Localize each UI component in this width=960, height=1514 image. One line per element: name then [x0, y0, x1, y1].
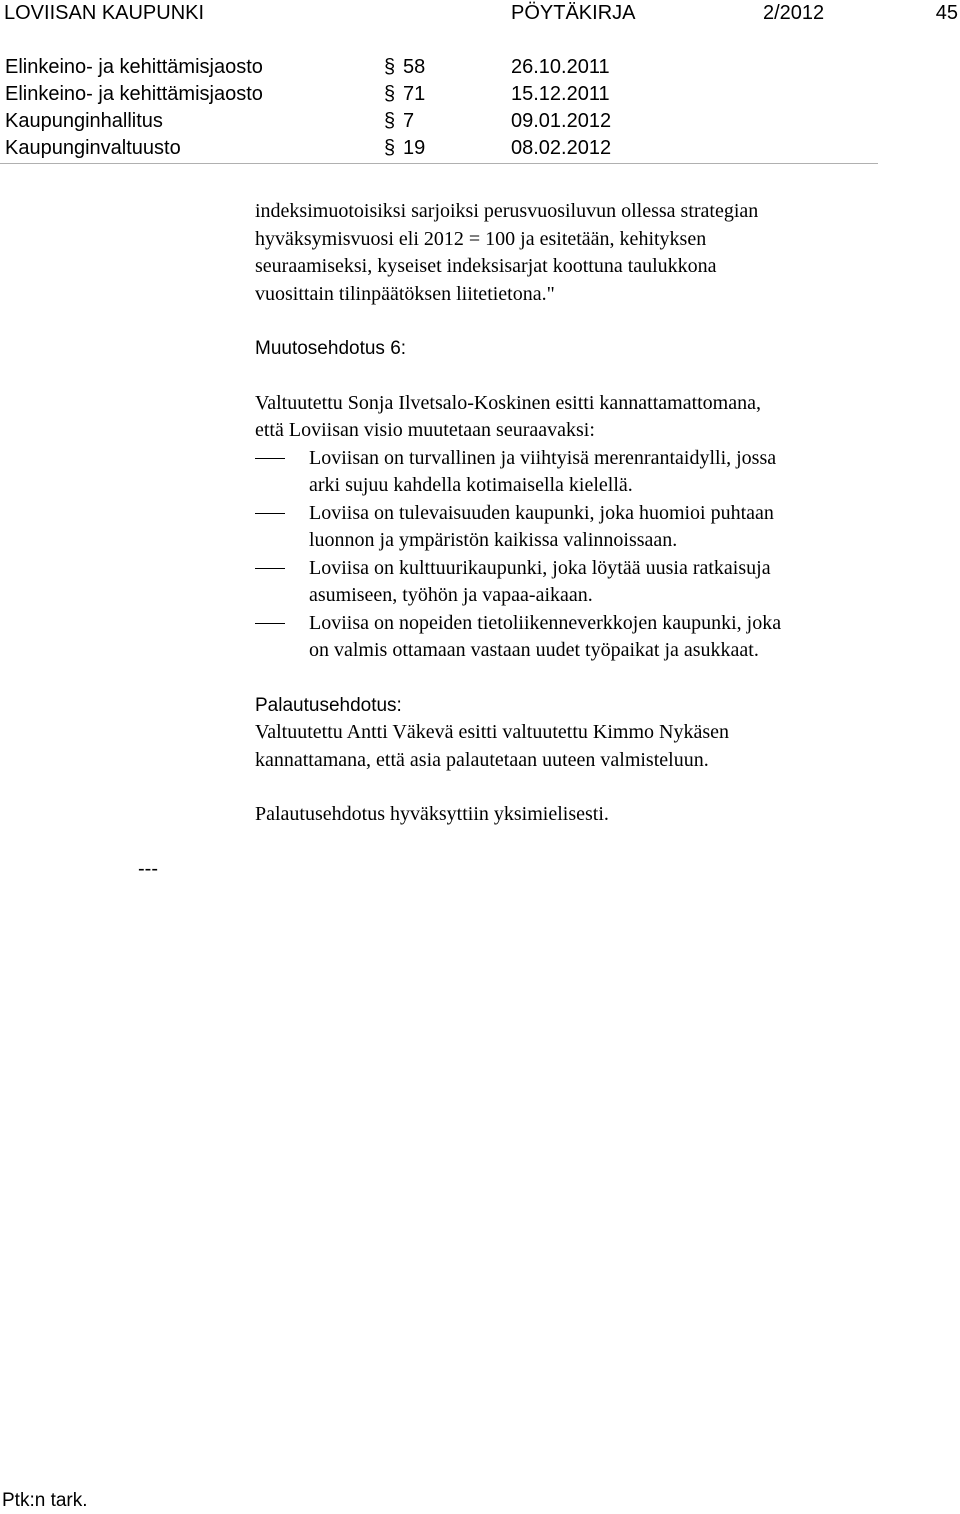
dash-bullet	[255, 513, 285, 514]
meeting-date: 26.10.2011	[511, 56, 610, 78]
dash-bullet	[255, 568, 285, 569]
meeting-date: 15.12.2011	[511, 83, 610, 105]
meeting-reference-row	[0, 83, 880, 110]
vision-list	[255, 445, 895, 665]
text-line: kannattamana, että asia palautetaan uuteen valmisteluun.	[255, 748, 709, 771]
section-number: 7	[403, 110, 415, 132]
text-line: Loviisa on kulttuurikaupunki, joka löytää uusia ratkaisuja	[309, 556, 771, 579]
meeting-body: Kaupunginhallitus	[5, 110, 163, 132]
return-paragraph	[255, 719, 895, 774]
meeting-references	[0, 56, 880, 164]
return-heading: Palautusehdotus:	[255, 694, 402, 716]
section-symbol: §	[384, 56, 396, 78]
text-line: luonnon ja ympäristön kaikissa valinnoissaan.	[309, 529, 678, 551]
dash-bullet	[255, 623, 285, 624]
amendment-paragraph	[255, 390, 895, 445]
footer-initials-label: Ptk:n tark.	[2, 1490, 88, 1511]
meeting-date: 09.01.2012	[511, 110, 612, 132]
decision-text: Palautusehdotus hyväksyttiin yksimielisesti.	[255, 803, 609, 825]
section-symbol: §	[384, 137, 396, 159]
text-line: Loviisa on nopeiden tietoliikenneverkkojen kaupunki, joka	[309, 611, 782, 634]
section-number: 58	[403, 56, 426, 78]
list-item	[255, 445, 895, 500]
page-number: 45	[935, 2, 958, 24]
section-separator: ---	[138, 858, 158, 880]
meeting-date: 08.02.2012	[511, 137, 612, 159]
section-symbol: §	[384, 83, 396, 105]
text-line: vuosittain tilinpäätöksen liitetietona."	[255, 282, 555, 305]
meeting-body: Elinkeino- ja kehittämisjaosto	[5, 56, 263, 78]
text-line: on valmis ottamaan vastaan uudet työpaikat ja asukkaat.	[309, 639, 759, 661]
section-number: 71	[403, 83, 426, 105]
text-line: hyväksymisvuosi eli 2012 = 100 ja esitetään, kehityksen	[255, 227, 707, 250]
text-line: että Loviisan visio muutetaan seuraavaksi:	[255, 419, 595, 441]
meeting-body: Elinkeino- ja kehittämisjaosto	[5, 83, 263, 105]
text-line: asumiseen, työhön ja vapaa-aikaan.	[309, 584, 593, 606]
text-line: Valtuutettu Antti Väkevä esitti valtuutettu Kimmo Nykäsen	[255, 721, 730, 743]
dash-bullet	[255, 458, 285, 459]
meeting-reference-row	[0, 56, 880, 83]
text-line: arki sujuu kahdella kotimaisella kielellä.	[309, 474, 633, 496]
text-line: Loviisan on turvallinen ja viihtyisä merenrantaidylli, jossa	[309, 446, 777, 469]
minutes-body	[255, 198, 895, 829]
organization-name: LOVIISAN KAUPUNKI	[4, 2, 205, 24]
meeting-reference-row	[0, 110, 880, 137]
text-line: Loviisa on tulevaisuuden kaupunki, joka huomioi puhtaan	[309, 501, 774, 524]
meeting-reference-row	[0, 137, 880, 164]
section-number: 19	[403, 137, 426, 159]
list-item	[255, 500, 895, 555]
amendment-heading: Muutosehdotus 6:	[255, 338, 407, 359]
document-type: PÖYTÄKIRJA	[511, 2, 636, 24]
list-item	[255, 610, 895, 665]
document-number: 2/2012	[763, 2, 825, 24]
page-header	[0, 0, 960, 28]
text-line: Valtuutettu Sonja Ilvetsalo-Koskinen esitti kannattamattomana,	[255, 391, 761, 414]
meeting-body: Kaupunginvaltuusto	[5, 137, 181, 159]
intro-paragraph	[255, 198, 895, 308]
header-divider	[0, 163, 878, 164]
text-line: seuraamiseksi, kyseiset indeksisarjat koottuna taulukkona	[255, 255, 717, 277]
list-item	[255, 555, 895, 610]
text-line: indeksimuotoisiksi sarjoiksi perusvuosiluvun ollessa strategian	[255, 200, 759, 222]
section-symbol: §	[384, 110, 396, 132]
